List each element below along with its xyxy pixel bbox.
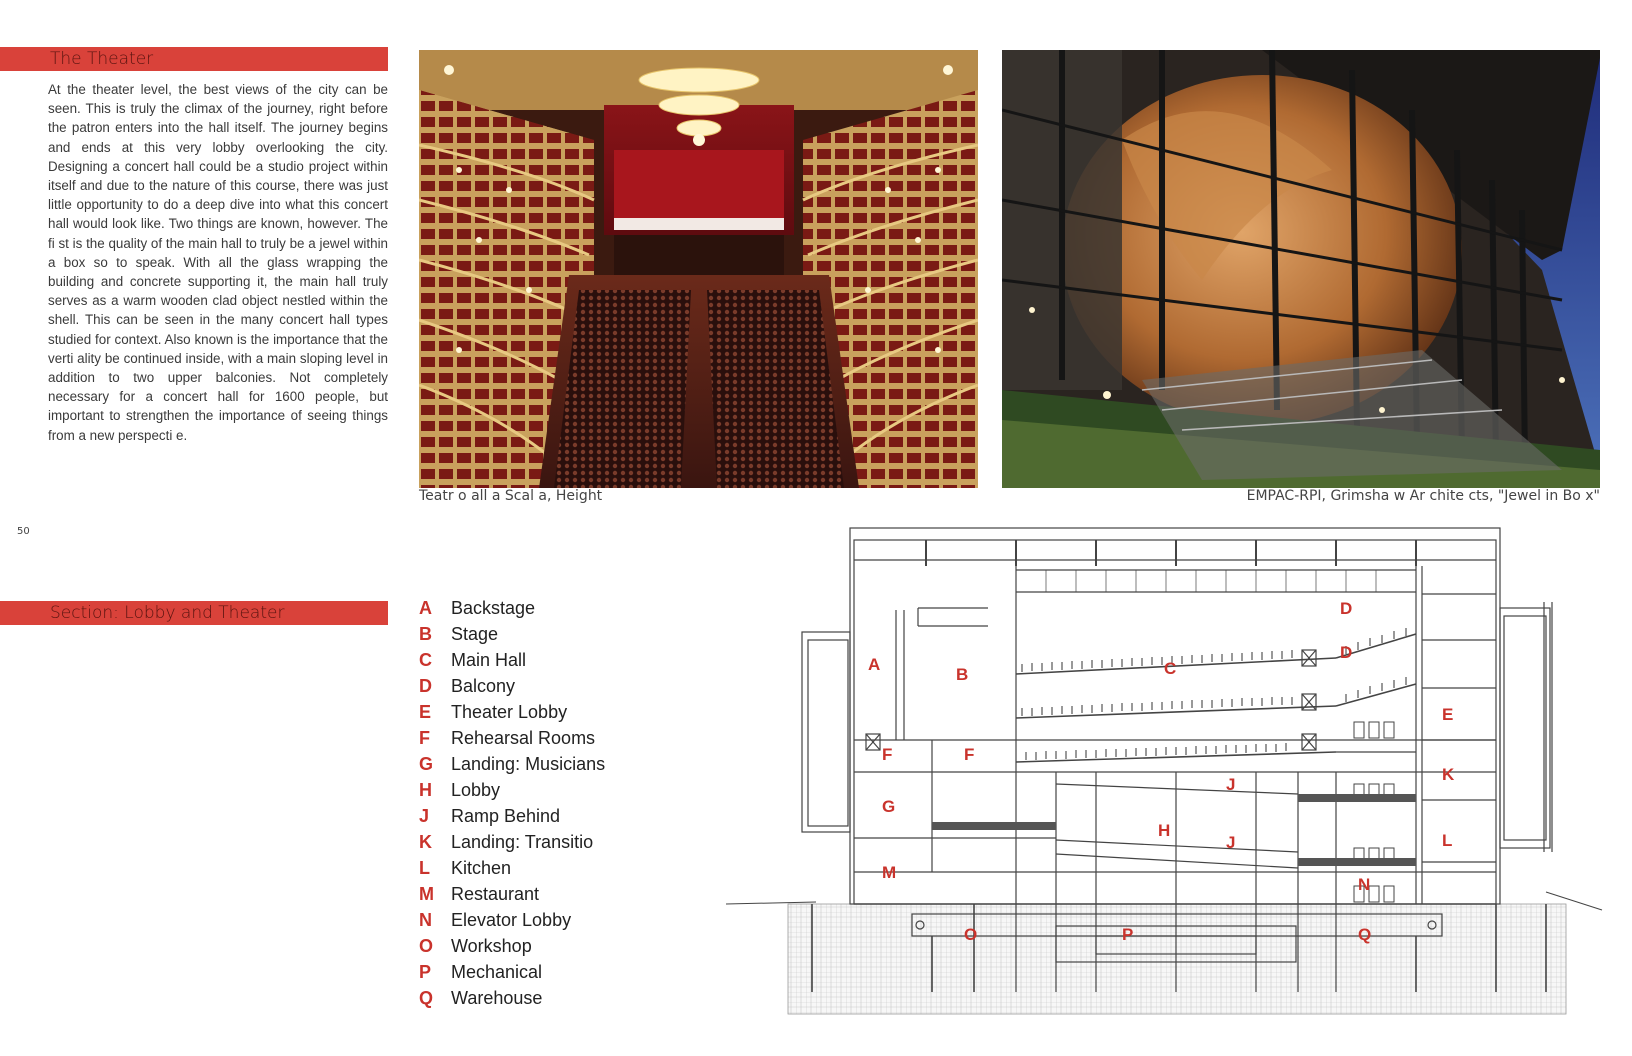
legend-label: Lobby <box>451 780 501 800</box>
legend-item-p <box>419 962 649 988</box>
legend-letter: N <box>419 910 432 930</box>
theater-section-header <box>0 47 388 71</box>
section-label-b: B <box>956 665 969 684</box>
legend-item-b <box>419 624 649 650</box>
legend-letter: Q <box>419 988 434 1008</box>
section-label-k: K <box>1442 765 1455 784</box>
section-label-f-left: F <box>882 745 893 764</box>
legend-letter: A <box>419 598 432 618</box>
right-photo-caption: EMPAC-RPI, Grimsha w Ar chite cts, "Jewel in Bo x" <box>1246 488 1600 504</box>
section-label-d-upper: D <box>1340 599 1353 618</box>
legend-item-k <box>419 832 649 858</box>
legend-label: Restaurant <box>451 884 540 904</box>
lobby-section-title: Section: Lobby and Theater <box>50 603 285 623</box>
legend-label: Rehearsal Rooms <box>451 728 596 748</box>
section-label-q: Q <box>1358 925 1372 944</box>
legend-label: Ramp Behind <box>451 806 561 826</box>
legend-item-h <box>419 780 649 806</box>
theater-paragraph: At the theater level, the best views of the city can be seen. This is truly the climax of the journey, right before the patron enters into the hall itself. The journey begins and ends at this very lobby overlooking the city. Designing a concert hall could be a studio project within itself and due to the nature of this course, there was just little opportunity to do a deep dive into what this concert hall would look like. Two things are known, however. The fi st is the quality of the main hall to truly be a jewel within a box so to speak. With all the glass wrapping the building and concrete supporting it, the main hall truly serves as a warm wooden clad object nestled within the shell. This can be seen in the many concert hall types studied for context. Also known is the importance that the verti ality be continued inside, with a main sloping level in addition to two upper balconies. Not completely necessary for a concert hall for 1600 people, but important to strengthen the importance of seeing things from a new perspecti e. <box>48 82 388 443</box>
legend-label: Warehouse <box>451 988 543 1008</box>
page-number: 50 <box>17 526 30 537</box>
section-label-h: H <box>1158 821 1171 840</box>
legend-label: Stage <box>451 624 499 644</box>
section-label-g: G <box>882 797 896 816</box>
legend-letter: K <box>419 832 432 852</box>
legend-letter: D <box>419 676 432 696</box>
lobby-section-header <box>0 601 388 625</box>
legend-label: Landing: Musicians <box>451 754 606 774</box>
legend-item-a <box>419 598 649 624</box>
legend-item-q <box>419 988 649 1014</box>
legend-item-n <box>419 910 649 936</box>
legend-item-f <box>419 728 649 754</box>
section-label-o: O <box>964 925 978 944</box>
legend-item-m <box>419 884 649 910</box>
section-legend <box>419 598 659 1018</box>
legend-item-e <box>419 702 649 728</box>
legend-letter: F <box>419 728 430 748</box>
section-label-m: M <box>882 863 897 882</box>
section-label-d-lower: D <box>1340 643 1353 662</box>
legend-label: Workshop <box>451 936 532 956</box>
legend-item-g <box>419 754 649 780</box>
opera-house-illustration <box>419 50 978 488</box>
legend-letter: P <box>419 962 432 982</box>
section-label-e: E <box>1442 705 1454 724</box>
legend-label: Kitchen <box>451 858 512 878</box>
legend-letter: C <box>419 650 432 670</box>
photo-opera-house-interior <box>419 50 978 488</box>
legend-letter: O <box>419 936 434 956</box>
left-photo-caption: Teatr o all a Scal a, Height <box>419 488 603 504</box>
theater-section-title: The Theater <box>50 49 154 69</box>
section-label-j-lower: J <box>1226 833 1236 852</box>
legend-letter: B <box>419 624 432 644</box>
legend-label: Theater Lobby <box>451 702 568 722</box>
building-section-drawing <box>726 522 1606 1022</box>
legend-label: Balcony <box>451 676 516 696</box>
legend-letter: J <box>419 806 430 826</box>
section-label-n: N <box>1358 875 1371 894</box>
empac-illustration <box>1002 50 1600 488</box>
legend-label: Elevator Lobby <box>451 910 572 930</box>
section-label-j-upper: J <box>1226 775 1236 794</box>
legend-item-c <box>419 650 649 676</box>
section-label-p: P <box>1122 925 1134 944</box>
legend-item-d <box>419 676 649 702</box>
legend-item-j <box>419 806 649 832</box>
legend-letter: L <box>419 858 430 878</box>
section-drawing-svg <box>726 522 1606 1022</box>
legend-letter: G <box>419 754 434 774</box>
legend-item-l <box>419 858 649 884</box>
section-label-a: A <box>868 655 881 674</box>
legend-label: Landing: Transitio <box>451 832 594 852</box>
section-label-c: C <box>1164 659 1177 678</box>
legend-letter: E <box>419 702 432 722</box>
section-label-f-right: F <box>964 745 975 764</box>
photo-empac-building <box>1002 50 1600 488</box>
legend-item-o <box>419 936 649 962</box>
legend-label: Mechanical <box>451 962 543 982</box>
legend-letter: H <box>419 780 432 800</box>
legend-label: Main Hall <box>451 650 527 670</box>
section-label-l: L <box>1442 831 1453 850</box>
legend-label: Backstage <box>451 598 536 618</box>
legend-letter: M <box>419 884 434 904</box>
